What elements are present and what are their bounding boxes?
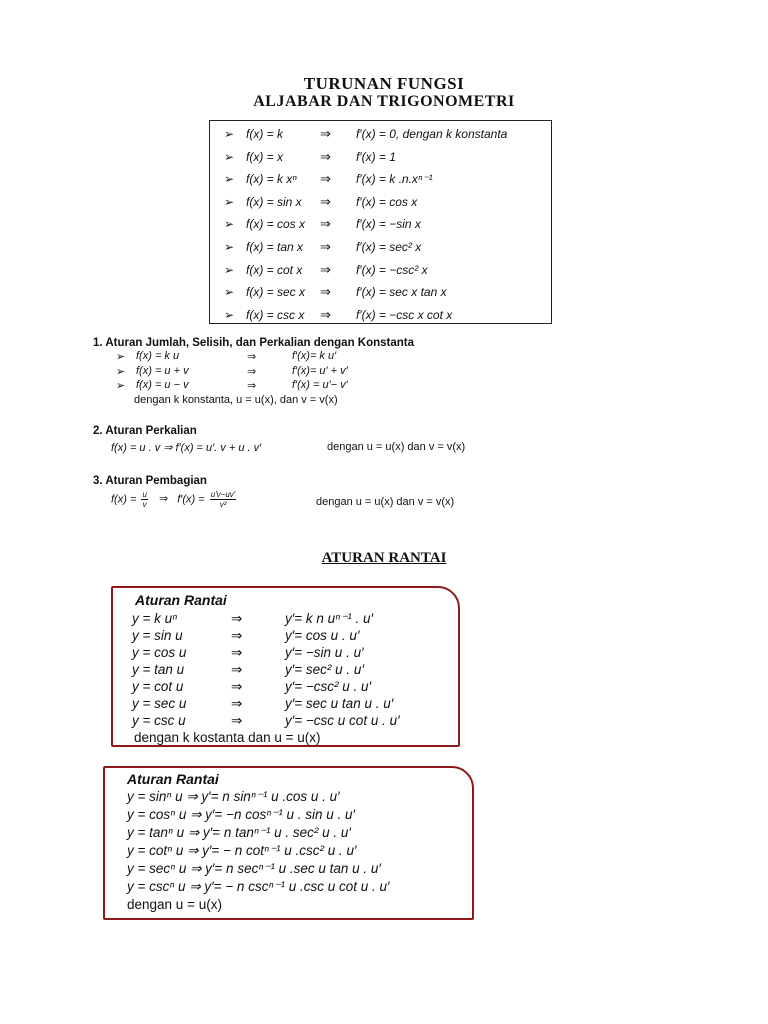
formula-lhs: f(x) = k — [246, 127, 284, 141]
implies-icon: ⇒ — [231, 628, 243, 643]
rule2-formula: f(x) = u . v ⇒ f′(x) = u′. v + u . v′ — [111, 442, 262, 454]
rule1-item-rhs: f′(x)= u′ + v′ — [292, 364, 348, 377]
rule1-item-lhs: f(x) = u + v — [136, 364, 189, 377]
implies-icon: ⇒ — [320, 306, 331, 322]
implies-icon: ⇒ — [247, 365, 257, 378]
chain-rule-box-2 — [103, 766, 474, 920]
chain-box2-title: Aturan Rantai — [127, 771, 219, 787]
rule3-lhs-denominator: v — [142, 500, 147, 509]
formula-rhs: f′(x) = 0, dengan k konstanta — [356, 127, 508, 141]
implies-icon: ⇒ — [231, 662, 243, 677]
formula-lhs: f(x) = cot x — [246, 262, 303, 277]
formula-rhs: f′(x) = −csc x cot x — [356, 307, 453, 322]
implies-icon: ⇒ — [320, 216, 331, 232]
chain-box1-title: Aturan Rantai — [135, 592, 227, 608]
chain-row-rhs: y′= −csc² u . u′ — [285, 679, 372, 694]
rule3-lhs-fraction — [141, 490, 147, 509]
formula-rhs: f′(x) = 1 — [356, 149, 396, 164]
rule3-lhs: f(x) = — [111, 493, 137, 506]
basic-derivatives-box — [209, 120, 552, 324]
rule3-heading: 3. Aturan Pembagian — [93, 475, 207, 487]
chain-power-row: y = cotⁿ u ⇒ y′= − n cotⁿ⁻¹ u .csc² u . u′ — [127, 843, 357, 858]
chain-row-lhs: y = cos u — [132, 645, 187, 660]
chain-row-rhs: y′= sec² u . u′ — [285, 662, 364, 677]
bullet-arrow-icon: ➢ — [224, 172, 235, 187]
chain-power-row: y = sinⁿ u ⇒ y′= n sinⁿ⁻¹ u .cos u . u′ — [127, 789, 340, 804]
rule2-note: dengan u = u(x) dan v = v(x) — [327, 441, 466, 453]
implies-icon: ⇒ — [231, 713, 243, 728]
chain-row-rhs: y′= −csc u cot u . u′ — [285, 713, 400, 728]
bullet-arrow-icon: ➢ — [224, 240, 235, 254]
chain-rule-heading: ATURAN RANTAI — [321, 550, 447, 566]
bullet-arrow-icon: ➢ — [224, 149, 235, 164]
formula-lhs: f(x) = x — [246, 149, 284, 164]
formula-rhs: f′(x) = −sin x — [356, 217, 421, 232]
bullet-arrow-icon: ➢ — [224, 285, 235, 300]
rule1-heading: 1. Aturan Jumlah, Selisih, dan Perkalian dengan Konstanta — [93, 337, 415, 349]
rule1-note: dengan k konstanta, u = u(x), dan v = v(x) — [134, 394, 338, 406]
implies-icon: ⇒ — [231, 696, 243, 711]
formula-lhs: f(x) = tan x — [246, 240, 304, 254]
implies-icon: ⇒ — [320, 239, 331, 254]
formula-rhs: f′(x) = sec x tan x — [356, 285, 447, 300]
implies-icon: ⇒ — [231, 645, 243, 660]
rule2-heading: 2. Aturan Perkalian — [93, 425, 197, 437]
rule3-rhs-fraction — [210, 490, 237, 509]
bullet-arrow-icon: ➢ — [224, 217, 235, 232]
formula-rhs: f′(x) = k .n.xⁿ⁻¹ — [356, 172, 433, 187]
chain-rule-box-1 — [111, 586, 460, 747]
chain-row-rhs: y′= k n uⁿ⁻¹ . u′ — [285, 611, 374, 626]
chain-row-lhs: y = csc u — [132, 713, 186, 728]
rule3-rhs: f′(x) = — [177, 493, 205, 506]
formula-rhs: f′(x) = sec² x — [356, 240, 422, 254]
page-subtitle: ALJABAR DAN TRIGONOMETRI — [253, 93, 515, 110]
implies-icon: ⇒ — [231, 679, 243, 694]
implies-icon: ⇒ — [320, 148, 331, 164]
bullet-arrow-icon: ➢ — [224, 194, 235, 209]
chain-row-rhs: y′= −sin u . u′ — [285, 645, 364, 660]
rule3-rhs-denominator: v² — [219, 500, 227, 509]
chain-box2-note: dengan u = u(x) — [127, 897, 222, 912]
rule3-rhs-numerator: u′v−uv′ — [210, 490, 236, 499]
rule1-item-rhs: f′(x)= k u′ — [292, 350, 337, 362]
rule3-lhs-numerator: u — [142, 490, 147, 499]
chain-row-lhs: y = cot u — [132, 679, 184, 694]
rule3-implies-icon: ⇒ — [158, 493, 169, 506]
formula-rhs: f′(x) = −csc² x — [356, 262, 428, 277]
rule1-item-lhs: f(x) = u − v — [136, 379, 189, 391]
implies-icon: ⇒ — [247, 351, 257, 363]
rule3-formula — [111, 490, 238, 509]
rule3-note: dengan u = u(x) dan v = v(x) — [316, 496, 455, 508]
bullet-arrow-icon: ➢ — [224, 262, 235, 277]
chain-row-rhs: y′= cos u . u′ — [285, 628, 360, 643]
implies-icon: ⇒ — [320, 126, 331, 141]
formula-lhs: f(x) = sec x — [246, 285, 306, 300]
bullet-arrow-icon: ➢ — [116, 380, 126, 392]
chain-row-lhs: y = tan u — [132, 662, 185, 677]
implies-icon: ⇒ — [320, 284, 331, 300]
implies-icon: ⇒ — [247, 380, 257, 392]
chain-power-row: y = secⁿ u ⇒ y′= n secⁿ⁻¹ u .sec u tan u . u′ — [127, 861, 381, 876]
bullet-arrow-icon: ➢ — [116, 365, 126, 378]
chain-row-lhs: y = sin u — [132, 628, 183, 643]
chain-row-lhs: y = sec u — [132, 696, 187, 711]
formula-lhs: f(x) = sin x — [246, 194, 302, 209]
rule1-item-rhs: f′(x) = u′− v′ — [292, 379, 348, 391]
formula-lhs: f(x) = k xⁿ — [246, 172, 297, 187]
bullet-arrow-icon: ➢ — [116, 351, 126, 363]
chain-row-lhs: y = k uⁿ — [132, 611, 178, 626]
page-title: TURUNAN FUNGSI — [303, 74, 465, 93]
chain-power-row: y = tanⁿ u ⇒ y′= n tanⁿ⁻¹ u . sec² u . u′ — [127, 825, 351, 840]
implies-icon: ⇒ — [320, 171, 331, 187]
implies-icon: ⇒ — [231, 611, 243, 626]
rule1-item-lhs: f(x) = k u — [136, 350, 180, 362]
implies-icon: ⇒ — [320, 193, 331, 209]
chain-box1-note: dengan k kostanta dan u = u(x) — [134, 730, 321, 745]
formula-lhs: f(x) = cos x — [246, 217, 306, 232]
bullet-arrow-icon: ➢ — [224, 127, 235, 141]
bullet-arrow-icon: ➢ — [224, 307, 235, 322]
implies-icon: ⇒ — [320, 261, 331, 277]
chain-row-rhs: y′= sec u tan u . u′ — [285, 696, 394, 711]
chain-power-row: y = cosⁿ u ⇒ y′= −n cosⁿ⁻¹ u . sin u . u′ — [127, 807, 356, 822]
formula-rhs: f′(x) = cos x — [356, 194, 418, 209]
chain-power-row: y = cscⁿ u ⇒ y′= − n cscⁿ⁻¹ u .csc u cot u . u′ — [127, 879, 390, 894]
formula-lhs: f(x) = csc x — [246, 307, 305, 322]
